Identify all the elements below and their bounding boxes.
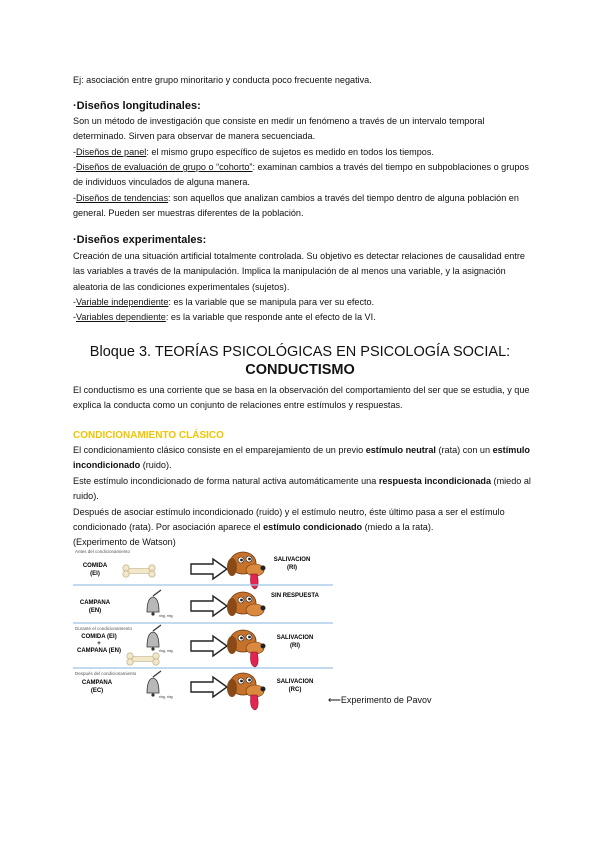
section-title bbox=[60, 343, 540, 379]
bell-icon bbox=[147, 590, 161, 616]
term-vi: Variable independiente bbox=[76, 297, 169, 307]
row4-caption: Después del condicionamiento bbox=[75, 671, 137, 676]
bone-icon bbox=[123, 565, 155, 577]
bell-ring-text: ring, ring bbox=[159, 695, 173, 699]
row1-response-1: SALIVACION bbox=[273, 557, 311, 563]
section-title-line2: CONDUCTISMO bbox=[245, 362, 355, 378]
dog-icon bbox=[227, 552, 266, 576]
dog-icon bbox=[227, 673, 266, 697]
clasico-sentence-3: Después de asociar estímulo incondicionado (ruido) y el estímulo neutro, éste último pasa a ser el estímulo condicionado (rata). Por asociación aparece el estímulo condicionado (miedo a la rata). bbox=[73, 507, 505, 533]
item-vd: -Variables dependiente: es la variable que responde ante el efecto de la VI. bbox=[73, 312, 376, 322]
bell-ring-text: ring, ring bbox=[159, 649, 173, 653]
row1-label-1: COMIDA bbox=[82, 563, 108, 569]
row1-caption: Antes del condicionamiento bbox=[75, 549, 131, 554]
bell-icon bbox=[147, 671, 161, 697]
row3-label-3: CAMPANA (EN) bbox=[77, 648, 121, 654]
item-tendencias: -Diseños de tendencias: son aquellos que analizan cambios a través del tiempo dentro de alguna población en general. Pueden ser muestras diferentes de la población. bbox=[73, 193, 519, 219]
clasico-sentence-4: (Experimento de Watson) bbox=[73, 537, 176, 547]
clasico-sentence-1: El condicionamiento clásico consiste en el emparejamiento de un previo estímulo neutral (rata) con un estímulo incondicionado (ruido). bbox=[73, 445, 530, 471]
clasico-sentence-2: Este estímulo incondicionado de forma natural activa automáticamente una respuesta incondicionada (miedo al ruido). bbox=[73, 476, 531, 502]
term-cohorte: Diseños de evaluación de grupo o “cohorto” bbox=[76, 162, 253, 172]
row4-label-1: CAMPANA bbox=[81, 680, 113, 686]
longitudinal-definition: Son un método de investigación que consiste en medir un fenómeno a través de un intervalo temporal determinado. Sirven para observar de manera secuenciada. bbox=[73, 116, 485, 142]
tongue-icon bbox=[251, 652, 259, 667]
row1-response-2: (RI) bbox=[287, 565, 297, 571]
arrow-icon bbox=[191, 596, 227, 616]
section-title-line1: Bloque 3. TEORÍAS PSICOLÓGICAS EN PSICOLOGÍA SOCIAL: bbox=[89, 344, 511, 360]
item-vi: -Variable independiente: es la variable que se manipula para ver su efecto. bbox=[73, 297, 375, 307]
figure-caption: ⟵Experimento de Pavov bbox=[328, 695, 432, 705]
row2-label-2: (EN) bbox=[88, 608, 102, 614]
conductismo-intro: El conductismo es una corriente que se basa en la observación del comportamiento del ser que se estudia, y que explica la conducta como un conjunto de relaciones entre estímulos y respuestas. bbox=[73, 385, 530, 411]
arrow-icon bbox=[191, 559, 227, 579]
arrow-icon bbox=[191, 677, 227, 697]
row4-label-2: (EC) bbox=[90, 688, 104, 694]
experimental-definition: Creación de una situación artificial totalmente controlada. Su objetivo es detectar relaciones de causalidad entre las variables a través de la manipulación. Implica la manipulación de al menos una variable, y la asignación aleatoria de las condiciones experimentales (sujetos). bbox=[73, 251, 525, 292]
heading-longitudinal: ·Diseños longitudinales: bbox=[73, 100, 201, 112]
item-panel: -Diseños de panel: el mismo grupo específico de sujetos es medido en todos los tiempos. bbox=[73, 147, 434, 157]
term-vd: Variables dependiente bbox=[76, 312, 166, 322]
bell-icon bbox=[147, 625, 161, 651]
row3-caption: Durante el condicionamiento bbox=[75, 626, 133, 631]
row3-label-1: COMIDA (EI) bbox=[81, 634, 117, 640]
bone-icon bbox=[127, 653, 159, 665]
dog-icon bbox=[227, 592, 266, 616]
arrow-icon bbox=[191, 636, 227, 656]
row2-response: SIN RESPUESTA bbox=[271, 593, 319, 599]
tongue-icon bbox=[251, 574, 259, 589]
example-line: Ej: asociación entre grupo minoritario y conducta poco frecuente negativa. bbox=[73, 75, 372, 85]
row2-label-1: CAMPANA bbox=[79, 600, 111, 606]
term-tendencias: Diseños de tendencias bbox=[76, 193, 169, 203]
row4-response-2: (RC) bbox=[288, 687, 302, 693]
row4-response-1: SALIVACION bbox=[276, 679, 314, 685]
heading-experimental: ·Diseños experimentales: bbox=[73, 234, 207, 246]
row3-response-1: SALIVACION bbox=[276, 635, 314, 641]
heading-condicionamiento: CONDICIONAMIENTO CLÁSICO bbox=[73, 430, 224, 441]
bell-ring-text: ring, ring bbox=[159, 614, 173, 618]
term-panel: Diseños de panel bbox=[76, 147, 147, 157]
row1-label-2: (EI) bbox=[90, 571, 100, 577]
row3-label-2: + bbox=[97, 641, 101, 647]
row3-response-2: (RI) bbox=[290, 643, 300, 649]
pavlov-figure bbox=[73, 547, 333, 717]
tongue-icon bbox=[251, 695, 259, 710]
dog-icon bbox=[227, 630, 266, 654]
item-cohorte: -Diseños de evaluación de grupo o “cohorto”: examinan cambios a través del tiempo en subpoblaciones o grupos de individuos vinculados de alguna manera. bbox=[73, 162, 529, 188]
